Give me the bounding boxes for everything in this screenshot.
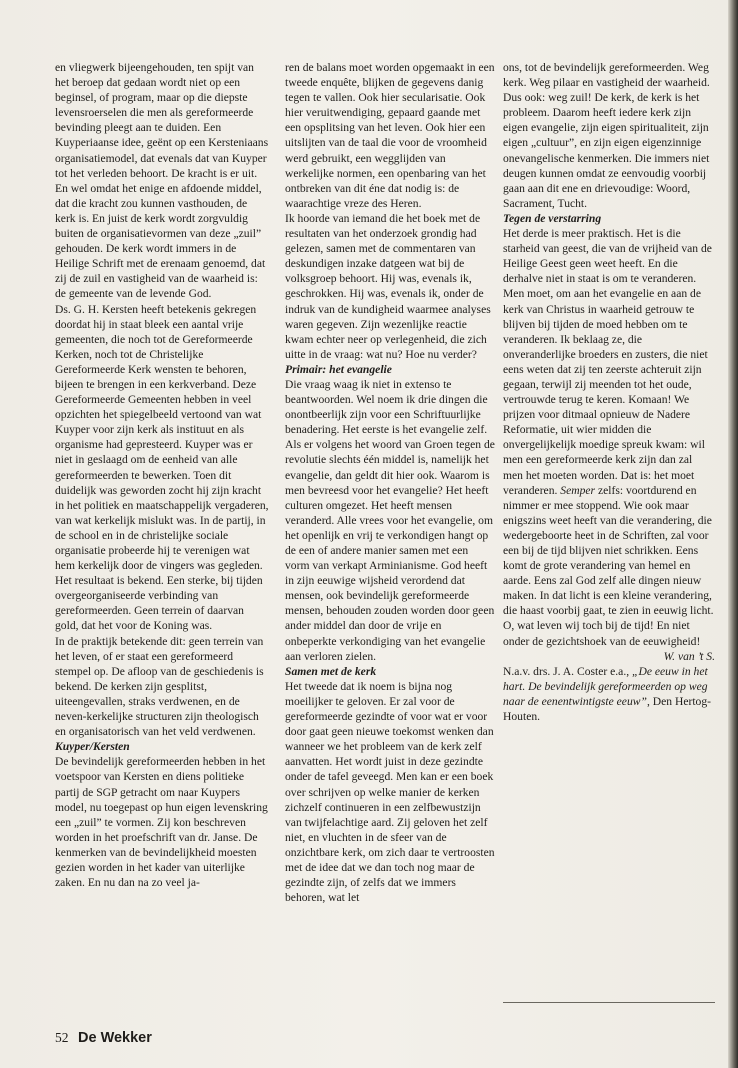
paragraph: en vliegwerk bijeengehouden, ten spijt van het beroep dat gedaan wordt niet op een beginsel, of program, maar op die diepste levensroerselen die men als gereformeerde bevinding pleegt aan te duiden. Een Kuyperiaanse idee, geënt op een Kersteniaans organisatiemodel, dat evenals dat van Kuyper tot het verleden behoort. De kracht is er uit. En wel omdat het enige en afdoende middel, dat die kracht zou kunnen vasthouden, de kerk is. En juist de kerk wordt zorgvuldig buiten de organisatievormen van deze „zuil” gehouden. De kerk wordt immers in de Heilige Schrift met de erenaam genoemd, dat zij de zuil en vastigheid van de waarheid is: de gemeente van de levende God. [55,61,269,301]
paragraph-text: zelfs: voortdurend en nimmer er mee stoppend. Wie ook maar enigszins weet heeft van die verandering, die wedergeboorte heet in de Schriften, zal voor een bij de tijd blijven niet schrikken. Eens komt de grote verandering van hemel en aarde. Eens zal God zelf alle dingen nieuw maken. In dat licht is een kleine verandering, die haast voorbij gaat, te zien in eeuwig licht. O, wat leven wij toch bij de tijd! En niet onder de gezichtshoek van de eeuwigheid! [503,483,714,648]
section-heading-kuyper-kersten: Kuyper/Kersten [55,740,130,754]
reference-authors: N.a.v. drs. J. A. Coster e.a., [503,664,633,678]
page-number: 52 [55,1030,69,1045]
book-reference [503,664,715,724]
page-spine-shadow [728,0,738,1068]
page-footer [55,1030,152,1047]
paragraph: ons, tot de bevindelijk gereformeerden. Weg kerk. Weg pilaar en vastigheid der waarheid. Dus ook: weg zuil! De kerk, de kerk is het probleem. Daarom heeft iedere kerk zijn eigen evangelie, zijn eigen spiritualiteit, zijn eigen „cultuur”, en zijn eigen eigenzinnige onevangelische kenmerken. Die immers niet deugen kunnen omdat ze eenvoudig voorbij gaan aan dit ene en drievoudige: Woord, Sacrament, Tucht. [503,61,710,210]
column-left [55,60,269,890]
column-middle [285,60,495,905]
author-signature: W. van ’t S. [663,649,715,663]
paragraph-text: Het derde is meer praktisch. Het is die starheid van geest, die van de vrijheid van de Heilige Geest geen weet heeft. En die derhalve niet in staat is om te veranderen. Men moet, om aan het evangelie en aan de kerk van Christus in waarheid getrouw te blijven bij tijden de moed hebben om te veranderen. Ik beklaag ze, die onveranderlijke broeders en zusters, die niet eens weten dat zij ten zeerste achteruit zijn gegaan, terwijl zij meenden tot het oude, vertrouwde terug te keren. Komaan! We prijzen voor ditmaal opnieuw de Nadere Reformatie, uit wier midden die onvergelijkelijk moedige spreuk kwam: wil men een gereformeerde kerk zijn dan zal men het moeten worden. Dat is: het moet veranderen. [503,227,712,497]
column-right [503,60,715,724]
paragraph [503,226,715,649]
reference-publisher: , Den Hertog-Houten. [503,694,712,724]
paragraph: Ds. G. H. Kersten heeft betekenis gekregen doordat hij in staat bleek een aantal vrije gemeenten, die noch tot de Gereformeerde Kerken, noch tot de Christelijke Gereformeerde Kerk wensten te behoren, bijeen te brengen in een kerkverband. Deze Gereformeerde Gemeenten hebben in veel opzichten het spiegelbeeld vertoond van wat Kuyper voor zijn kerk als instituut en als organisme had gepresteerd. Kuyper was er niet in geslaagd om de eenheid van alle gereformeerden te bewerken. Toen dit duidelijk was geworden zocht hij zijn kracht in het politiek en maatschappelijk vergaderen, van wat kerkelijk mislukt was. In de partij, in de school en in de christelijke sociale organisatie probeerde hij te verenigen wat hem kerkelijk door de vingers was gegleden. Het resultaat is bekend. Een sterke, bij tijden overgeorganiseerde verbinding van gereformeerden. Geen terrein of daarvan gold, dat het voor de Koning was. [55,302,269,633]
section-heading-tegen-de-verstarring: Tegen de verstarring [503,211,602,225]
column-divider-rule [503,1002,715,1003]
emphasis-semper: Semper [560,483,596,497]
magazine-name: De Wekker [78,1030,152,1046]
section-heading-primair: Primair: het evangelie [285,362,392,376]
paragraph: Ik hoorde van iemand die het boek met de resultaten van het onderzoek grondig had gelezen, samen met de commentaren van deskundigen inzake datgeen wat bij de volksgroep behoort. Hij was, evenals ik, geschrokken. Hij was, evenals ik, onder de indruk van de kundigheid waarmee analyses waren gegeven. Zijn wezenlijke reactie kwam echter neer op verlegenheid, die zich uitte in de vraag: wat nu? Hoe nu verder? [285,211,491,361]
paragraph: Die vraag waag ik niet in extenso te beantwoorden. Wel noem ik drie dingen die onontbeerlijk zijn voor een Schriftuurlijke benadering. Het eerste is het evangelie zelf. Als er volgens het woord van Groen tegen de revolutie slechts één middel is, namelijk het evangelie, dan geldt dit hier ook. Waarom is men bevreesd voor het evangelie? Het heeft culturen omgezet. Het heeft mensen veranderd. Alle vrees voor het evangelie, om het openlijk en vrij te verkondigen hangt op de een of andere manier samen met een vorm van verkapt Arminianisme. God heeft in zijn eeuwige wijsheid verordend dat mensen, ook bevindelijk gereformeerde mensen, behouden zouden worden door geen ander middel dan door de vrije en onbeperkte verkondiging van het evangelie aan verloren zielen. [285,377,495,663]
section-heading-samen-met-de-kerk: Samen met de kerk [285,664,377,678]
paragraph: De bevindelijk gereformeerden hebben in het voetspoor van Kersten en diens politieke partij de SGP getracht om naar Kuypers model, nu toegepast op hun eigen levenskring een „zuil” te vormen. Zij kon beschreven worden in het proefschrift van dr. Janse. De kenmerken van de bevindelijkheid moesten gezien worden in het kader van uiterlijke zaken. En nu dan na zo veel ja- [55,755,268,890]
reference-title: „De eeuw in het hart. De bevindelijk gereformeerden op weg naar de eenentwintigste eeuw” [503,664,708,708]
paragraph: In de praktijk betekende dit: geen terrein van het leven, of er staat een gereformeerd stempel op. De afloop van de geschiedenis is bekend. De kerken zijn gesplitst, uiteengevallen, straks verdwenen, en de neven-kerkelijke structuren zijn theologisch en organisatorisch van het veld verdwenen. [55,634,264,739]
paragraph: Het tweede dat ik noem is bijna nog moeilijker te geloven. Er zal voor de gereformeerde gezindte of voor wat er voor door gaat geen nieuwe toekomst wenken dan wanneer we het probleem van de kerk zelf aanvatten. Het wordt juist in deze gezindte onder de tafel geveegd. Men kan er een boek over schrijven op welke manier de kerken zichzelf continueren in een zelfbewustzijn van twijfelachtige aard. Zij geloven het zelf niet, en vluchten in de sfeer van de onzichtbare kerk, om zich daar te vertroosten met de idee dat we dan toch nog maar de gezindte zijn, of zelfs dat we immers behoren, wat let [285,679,495,905]
paragraph: ren de balans moet worden opgemaakt in een tweede enquête, blijken de gegevens danig tegen te vallen. Ook hier secularisatie. Ook hier veruitwendiging, gepaard gaande met een opsplitsing van het leven. Ook hier een uitslijten van de taal die voor de vroomheid werd gebruikt, een wegglijden van werkelijke normen, een openbaring van het ontbreken van dit éne dat nodig is: de waarachtige vreze des Heren. [285,61,495,210]
